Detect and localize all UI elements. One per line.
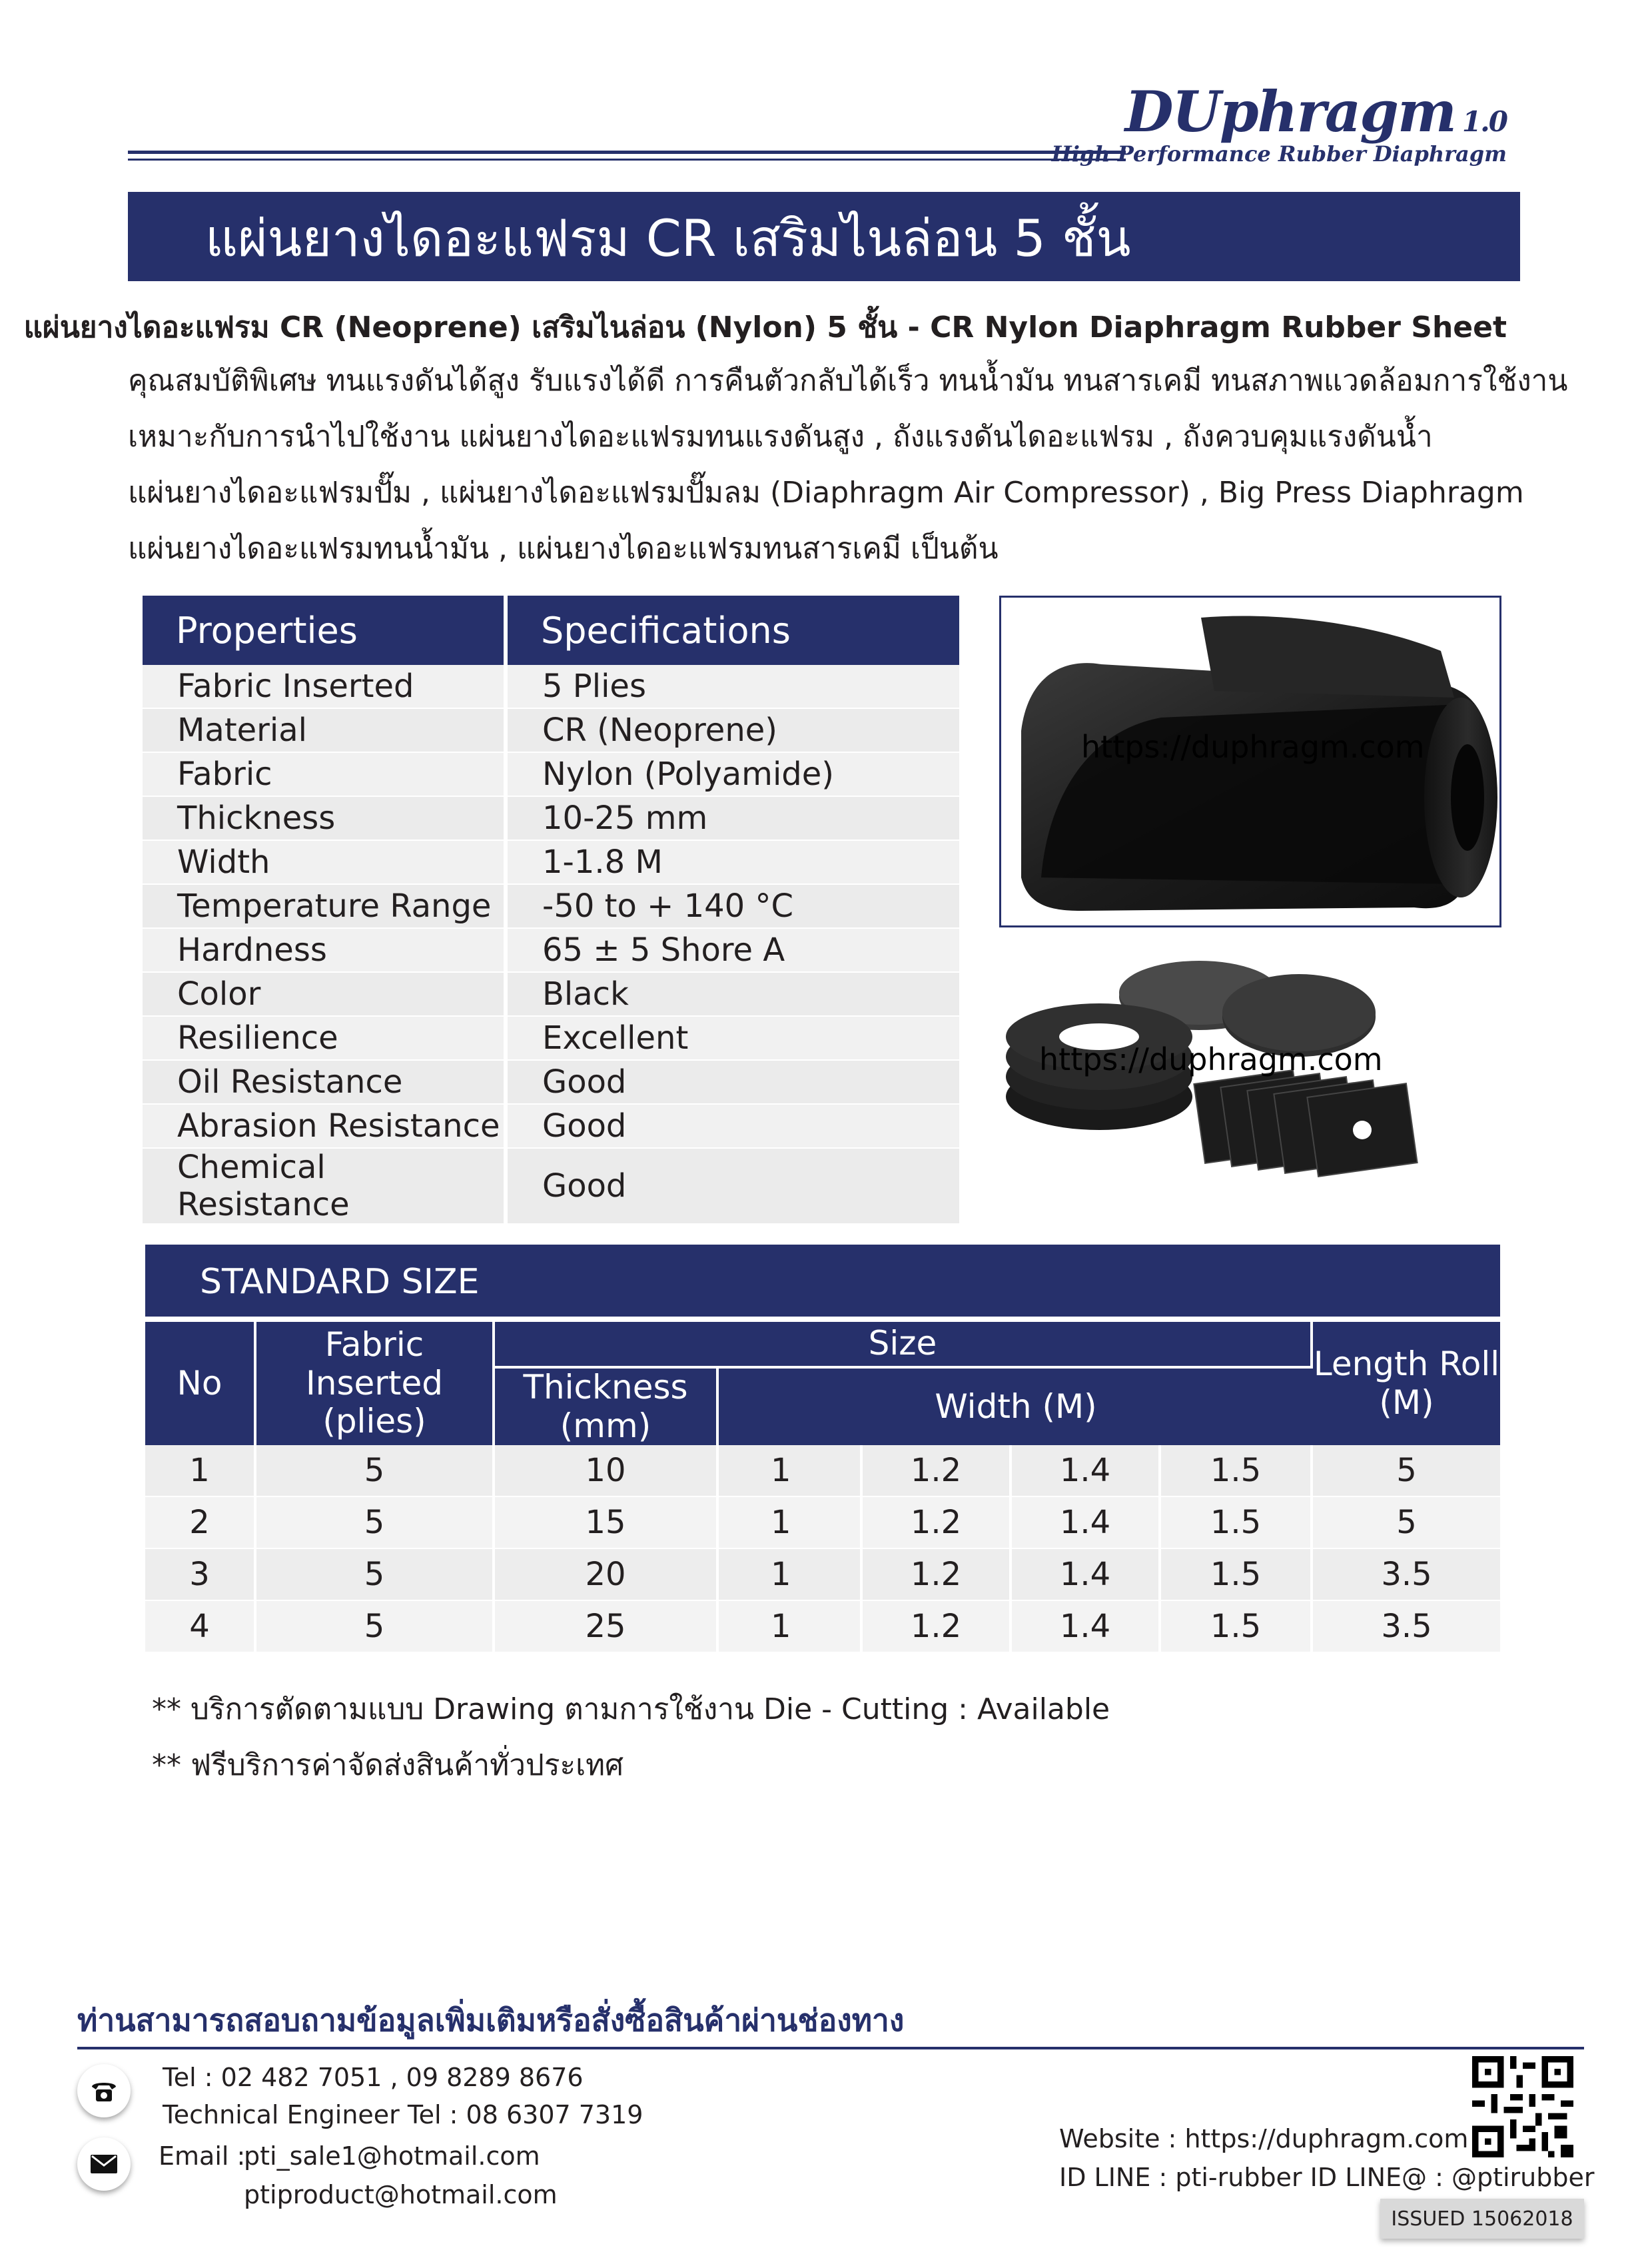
table-row <box>145 1601 1500 1653</box>
property-name: Temperature Range <box>143 885 508 929</box>
description-line: แผ่นยางไดอะแฟรมปั๊ม , แผ่นยางไดอะแฟรมปั๊มลม (Diaphragm Air Compressor) , Big Press Diaphragm <box>128 476 1524 510</box>
specifications-header: Specifications <box>508 596 959 665</box>
header-length: Length Roll (M) <box>1313 1319 1500 1445</box>
table-row <box>143 1061 959 1105</box>
table-row <box>143 1105 959 1149</box>
cell-fabric: 5 <box>256 1601 495 1653</box>
qr-code <box>1469 2056 1576 2157</box>
table-row <box>143 753 959 797</box>
cell-width: 1.4 <box>1012 1549 1161 1601</box>
description-line: แผ่นยางไดอะแฟรมทนน้ำมัน , แผ่นยางไดอะแฟรมทนสารเคมี เป็นต้น <box>128 532 999 566</box>
cell-width: 1.2 <box>863 1601 1012 1653</box>
cell-fabric: 5 <box>256 1549 495 1601</box>
table-row <box>143 929 959 973</box>
brand-name: DUphragm <box>1124 79 1455 145</box>
cell-thickness: 20 <box>495 1549 719 1601</box>
product-subtitle: แผ่นยางไดอะแฟรม CR (Neoprene) เสริมไนล่อน (Nylon) 5 ชั้น - CR Nylon Diaphragm Rubber Sheet <box>23 310 1507 344</box>
diaphragm-parts-photo <box>999 943 1505 1217</box>
description-line: เหมาะกับการนำไปใช้งาน แผ่นยางไดอะแฟรมทนแรงดันสูง , ถังแรงดันไดอะแฟรม , ถังควบคุมแรงดันน้ำ <box>128 420 1433 454</box>
table-row <box>143 709 959 753</box>
cell-fabric: 5 <box>256 1497 495 1549</box>
property-value: 1-1.8 M <box>508 841 959 885</box>
properties-header: Properties <box>143 596 508 665</box>
brand-logo <box>1124 79 1507 145</box>
rubber-roll-image <box>1001 598 1501 927</box>
rubber-roll-photo <box>999 596 1501 927</box>
email-icon <box>77 2137 131 2191</box>
cell-thickness: 15 <box>495 1497 719 1549</box>
cell-width: 1.2 <box>863 1497 1012 1549</box>
footer-divider <box>77 2047 1584 2049</box>
issued-badge: ISSUED 15062018 <box>1380 2199 1584 2239</box>
diaphragm-parts-image <box>999 943 1505 1217</box>
property-value: 5 Plies <box>508 665 959 709</box>
cell-width: 1 <box>719 1497 863 1549</box>
cell-thickness: 25 <box>495 1601 719 1653</box>
table-row <box>143 665 959 709</box>
cell-width: 1 <box>719 1549 863 1601</box>
watermark: https://duphragm.com <box>1039 1041 1383 1077</box>
cell-width: 1.4 <box>1012 1497 1161 1549</box>
header-no: No <box>145 1319 256 1445</box>
table-row <box>145 1549 1500 1601</box>
footer-email-2[interactable]: ptiproduct@hotmail.com <box>244 2180 558 2209</box>
cell-fabric: 5 <box>256 1445 495 1497</box>
table-row <box>145 1497 1500 1549</box>
cell-width: 1.5 <box>1161 1601 1313 1653</box>
cell-no: 4 <box>145 1601 256 1653</box>
cell-length: 5 <box>1313 1497 1500 1549</box>
footer-tel: Tel : 02 482 7051 , 09 8289 8676 <box>163 2063 584 2092</box>
footer-line-id: ID LINE : pti-rubber ID LINE@ : @ptirubber <box>1059 2163 1595 2192</box>
header-fabric: Fabric Inserted (plies) <box>256 1319 495 1445</box>
cell-no: 1 <box>145 1445 256 1497</box>
header-width: Width (M) <box>719 1366 1313 1445</box>
property-value: Good <box>508 1105 959 1149</box>
property-value: CR (Neoprene) <box>508 709 959 753</box>
cell-width: 1.5 <box>1161 1497 1313 1549</box>
property-name: Hardness <box>143 929 508 973</box>
property-name: Fabric Inserted <box>143 665 508 709</box>
property-value: Nylon (Polyamide) <box>508 753 959 797</box>
table-row <box>143 797 959 841</box>
property-value: Good <box>508 1061 959 1105</box>
table-row <box>143 885 959 929</box>
watermark: https://duphragm.com <box>1081 729 1425 765</box>
cell-length: 3.5 <box>1313 1601 1500 1653</box>
table-row <box>143 841 959 885</box>
footer-email-1[interactable]: pti_sale1@hotmail.com <box>244 2141 540 2171</box>
cell-length: 5 <box>1313 1445 1500 1497</box>
table-row <box>143 1017 959 1061</box>
cell-width: 1.2 <box>863 1549 1012 1601</box>
property-name: Width <box>143 841 508 885</box>
phone-icon <box>77 2064 131 2117</box>
property-value: Black <box>508 973 959 1017</box>
property-value: Excellent <box>508 1017 959 1061</box>
table-row <box>145 1445 1500 1497</box>
product-description <box>128 353 1568 577</box>
description-line: คุณสมบัติพิเศษ ทนแรงดันได้สูง รับแรงได้ดี การคืนตัวกลับได้เร็ว ทนน้ำมัน ทนสารเคมี ทนสภาพแวดล้อมการใช้งาน <box>128 364 1568 398</box>
property-name: Color <box>143 973 508 1017</box>
cell-width: 1.4 <box>1012 1445 1161 1497</box>
cell-width: 1.2 <box>863 1445 1012 1497</box>
property-name: Abrasion Resistance <box>143 1105 508 1149</box>
standard-size-table <box>145 1319 1500 1653</box>
property-name: Oil Resistance <box>143 1061 508 1105</box>
page-title: แผ่นยางไดอะแฟรม CR เสริมไนล่อน 5 ชั้น <box>205 209 1131 268</box>
property-value: -50 to + 140 °C <box>508 885 959 929</box>
properties-table <box>143 596 959 1225</box>
property-value: 65 ± 5 Shore A <box>508 929 959 973</box>
footer-website[interactable]: Website : https://duphragm.com <box>1059 2124 1469 2153</box>
property-name: Thickness <box>143 797 508 841</box>
property-name: Chemical Resistance <box>143 1149 508 1225</box>
cell-width: 1.4 <box>1012 1601 1161 1653</box>
cell-thickness: 10 <box>495 1445 719 1497</box>
cell-width: 1.5 <box>1161 1549 1313 1601</box>
note-die-cutting: ** บริการตัดตามแบบ Drawing ตามการใช้งาน Die - Cutting : Available <box>152 1692 1110 1726</box>
standard-size-title: STANDARD SIZE <box>200 1262 480 1302</box>
property-name: Resilience <box>143 1017 508 1061</box>
cell-width: 1.5 <box>1161 1445 1313 1497</box>
property-name: Material <box>143 709 508 753</box>
brand-tagline: High Performance Rubber Diaphragm <box>1051 141 1507 167</box>
header-thickness: Thickness (mm) <box>495 1366 719 1445</box>
cell-width: 1 <box>719 1601 863 1653</box>
cell-length: 3.5 <box>1313 1549 1500 1601</box>
property-value: Good <box>508 1149 959 1225</box>
cell-width: 1 <box>719 1445 863 1497</box>
property-name: Fabric <box>143 753 508 797</box>
note-free-shipping: ** ฟรีบริการค่าจัดส่งสินค้าทั่วประเทศ <box>152 1748 624 1782</box>
brand-version: 1.0 <box>1461 105 1507 138</box>
cell-no: 3 <box>145 1549 256 1601</box>
footer-tech-tel: Technical Engineer Tel : 08 6307 7319 <box>163 2100 643 2129</box>
header-divider <box>128 151 1126 154</box>
footer-email-label: Email : <box>159 2141 246 2171</box>
contact-heading: ท่านสามารถสอบถามข้อมูลเพิ่มเติมหรือสั่งซื้อสินค้าผ่านช่องทาง <box>77 2002 905 2038</box>
property-value: 10-25 mm <box>508 797 959 841</box>
table-row <box>143 973 959 1017</box>
cell-no: 2 <box>145 1497 256 1549</box>
header-size: Size <box>495 1319 1313 1366</box>
table-row <box>143 1149 959 1225</box>
header-divider-thin <box>128 159 1126 161</box>
